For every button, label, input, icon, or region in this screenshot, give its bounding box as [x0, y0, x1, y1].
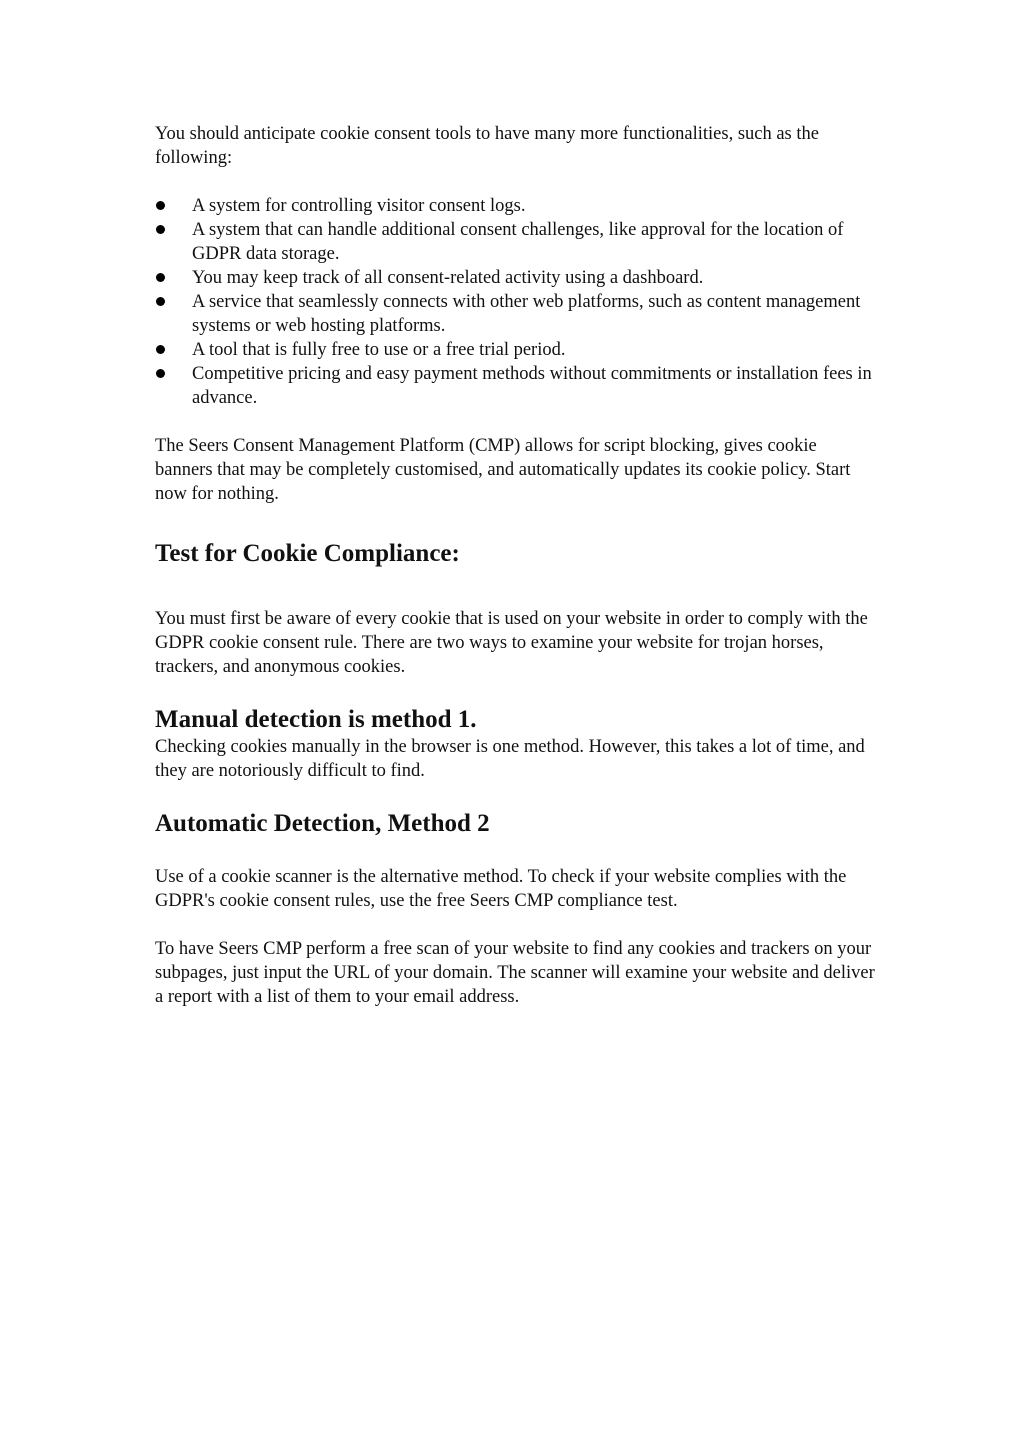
list-item-text: A tool that is fully free to use or a free trial period.	[192, 340, 566, 360]
feature-list	[155, 194, 875, 410]
manual-detection-heading: Manual detection is method 1.	[155, 706, 477, 733]
bullet-icon	[156, 273, 165, 282]
list-item	[155, 362, 875, 410]
automatic-detection-heading: Automatic Detection, Method 2	[155, 810, 490, 837]
list-item-text: A system for controlling visitor consent logs.	[192, 196, 526, 216]
bullet-icon	[156, 297, 165, 306]
bullet-icon	[156, 201, 165, 210]
list-item-text: A service that seamlessly connects with other web platforms, such as content management systems or web hosting platforms.	[192, 292, 861, 336]
intro-paragraph: You should anticipate cookie consent tools to have many more functionalities, such as the following:	[155, 124, 819, 168]
list-item-text: A system that can handle additional consent challenges, like approval for the location of GDPR data storage.	[192, 220, 844, 264]
bullet-icon	[156, 369, 165, 378]
document-page	[155, 122, 875, 1009]
list-item	[155, 266, 875, 290]
automatic-detection-paragraph: Use of a cookie scanner is the alternative method. To check if your website complies with the GDPR's cookie consent rules, use the free Seers CMP compliance test.	[155, 867, 847, 911]
cmp-paragraph: The Seers Consent Management Platform (CMP) allows for script blocking, gives cookie banners that may be completely customised, and automatically updates its cookie policy. Start now for nothing.	[155, 436, 851, 504]
list-item	[155, 290, 875, 338]
list-item	[155, 338, 875, 362]
scan-instructions-paragraph: To have Seers CMP perform a free scan of your website to find any cookies and trackers on your subpages, just input the URL of your domain. The scanner will examine your website and deliver a report with a list of them to your email address.	[155, 939, 875, 1007]
manual-detection-paragraph: Checking cookies manually in the browser is one method. However, this takes a lot of time, and they are notoriously difficult to find.	[155, 737, 865, 781]
bullet-icon	[156, 225, 165, 234]
list-item-text: Competitive pricing and easy payment methods without commitments or installation fees in advance.	[192, 364, 872, 408]
test-compliance-paragraph: You must first be aware of every cookie that is used on your website in order to comply with the GDPR cookie consent rule. There are two ways to examine your website for trojan horses, trackers, and anonymous cookies.	[155, 609, 868, 677]
test-compliance-heading: Test for Cookie Compliance:	[155, 540, 460, 567]
list-item-text: You may keep track of all consent-related activity using a dashboard.	[192, 268, 704, 288]
list-item	[155, 218, 875, 266]
bullet-icon	[156, 345, 165, 354]
list-item	[155, 194, 875, 218]
